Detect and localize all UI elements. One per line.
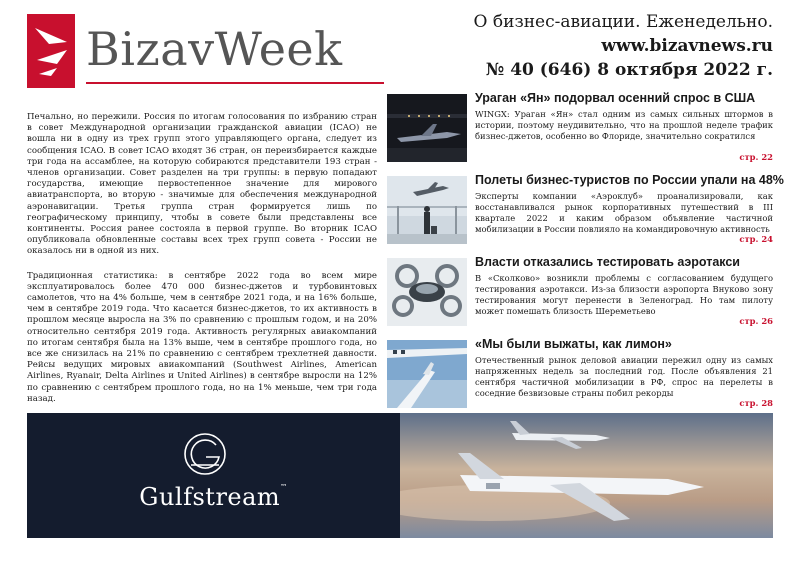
story-title[interactable]: «Мы были выжаты, как лимон» [475,337,672,351]
story-thumbnail-airport-traveler [387,176,467,244]
banner-jets-image [400,413,773,538]
story-page-ref[interactable]: стр. 26 [735,316,773,326]
story-title[interactable]: Полеты бизнес-туристов по России упали на 48% [475,173,784,187]
story-title[interactable]: Ураган «Ян» подорвал осенний спрос в США [475,91,756,105]
story-text: Отечественный рынок деловой авиации пережил одну из самых напряженных недель за последний год. После объявления 21 сентября частичной мобилизации в РФ, спрос на перелеты в соседние безвизовые страны побил рекорды [475,355,773,398]
brand-name: BizavWeek [86,22,343,76]
story-page-ref[interactable]: стр. 28 [735,398,773,408]
story-page-ref[interactable]: стр. 24 [735,234,773,244]
tagline: О бизнес-авиации. Еженедельно. [473,12,773,32]
banner-brand-panel [27,413,400,538]
gulfstream-wordmark [27,483,400,511]
gulfstream-logo-icon [182,431,228,477]
story-text: В «Сколково» возникли проблемы с согласованием будущего тестирования аэротакси. Из-за близости аэропорта Внуково зону тестирования могут перенести в Зеленоград. Но там пилоту может помешать близость Шереметьево [475,273,773,316]
lead-column [27,112,377,405]
story-text: Эксперты компании «Аэроклуб» проанализировали, как восстанавливался рынок корпоративных путешествий в III квартале 2022 и каким образом объявление частичной мобилизации в России повлияло на командировочную активность [475,191,773,234]
story-thumbnail-air-taxi [387,258,467,326]
gulfstream-brand-text: Gulfstream [139,483,281,511]
brand-underline [86,82,384,84]
website-link[interactable]: www.bizavnews.ru [601,36,773,56]
story-page-ref[interactable]: стр. 22 [735,152,773,162]
story-text: WINGX: Ураган «Ян» стал одним из самых сильных штормов в истории, поэтому неудивительно, что на прошлой неделе трафик бизнес-джетов, особенно во Флориде, значительно сократился [475,109,773,141]
bizavweek-logo-icon [27,14,75,88]
story-title[interactable]: Власти отказались тестировать аэротакси [475,255,740,269]
trademark-symbol: ™ [280,483,288,491]
lead-paragraph: Традиционная статистика: в сентябре 2022 года во всем мире эксплуатировалось более 470 000 бизнес-джетов и турбовинтовых самолетов, что на 4% больше, чем в сентябре 2021 года, и на 16% больше, чем в сентябре 2019 года. Что касается бизнес-джетов, то их активность в прошлом месяце выросла на 3% по сравнению с прошлым годом, и на 20% относительно сентября 2019 года. Активность регулярных авиакомпаний по итогам сентября была на 13% выше, чем в сентябре прошлого года, но все же снизилась на 21% по сравнению с сентябрем трехлетней давности. Рейсы ведущих мировых авиакомпаний (Southwest Airlines, American Airlines, Ryanair, Delta Airlines и United Airlines) в сентябре выросли на 12% по сравнению с сентябрем прошлого года, но на 1% меньше, чем три года назад. [27,270,377,404]
story-item[interactable] [387,255,773,330]
story-item[interactable] [387,337,773,412]
lead-paragraph: Печально, но пережили. Россия по итогам голосования по избранию стран в совет Международной организации гражданской авиации (ICAO) не вошла ни в одну из трех групп этого управляющего органа, следует из сообщения ICAO. В совет ICAO входят 36 стран, он переизбирается каждые три года на ассамблее, на которую собираются представители 193 стран - членов организации. Совет разделен на три группы: в первую попадают государства, имеющие первостепенное значение для мирового авиатранспорта, во вторую - значимые для обеспечения международной аэронавигации. Третья группа стран формируется лишь по географическому принципу, чтобы в совете были представлены все континенты. Россия ранее состояла в первой группе. Во вторник ICAO опубликовала обновленные составы всех трех групп совета - России не оказалось ни в одной из них. [27,112,377,257]
story-thumbnail-hangar-jet [387,94,467,162]
gulfstream-banner-ad[interactable] [27,413,773,538]
story-item[interactable] [387,173,784,248]
issue-number: № 40 (646) 8 октября 2022 г. [485,60,773,80]
story-thumbnail-jet-window [387,340,467,408]
masthead-info [474,10,773,82]
story-item[interactable] [387,91,773,166]
